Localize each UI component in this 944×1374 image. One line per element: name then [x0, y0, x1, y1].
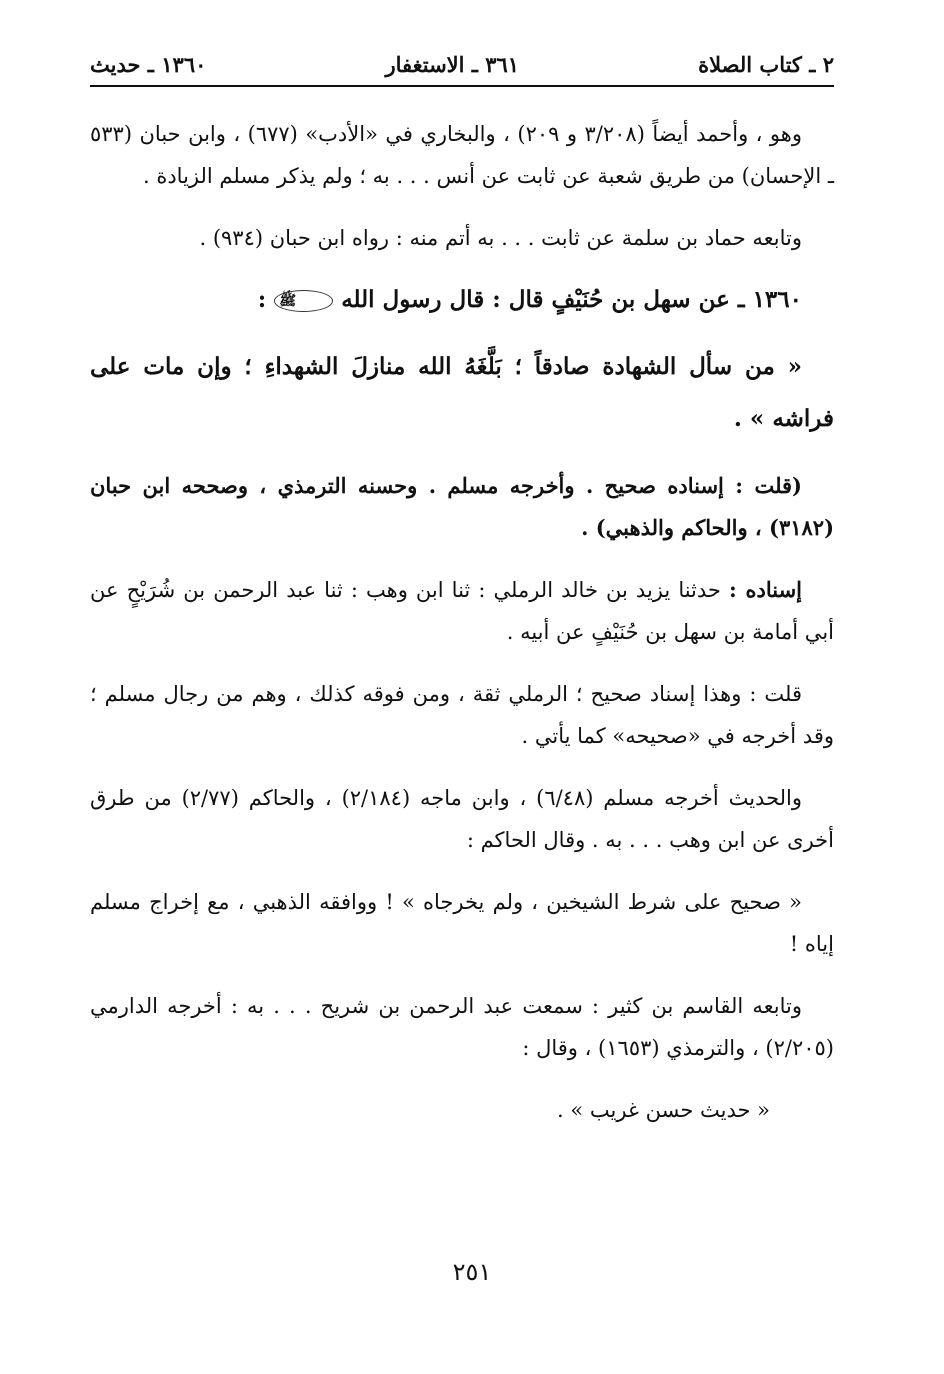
page-body [90, 113, 834, 1131]
salawat-symbol: ﷺ [274, 290, 333, 312]
hadith-heading-colon: : [257, 286, 267, 313]
paragraph-takhrij-2: وتابعه حماد بن سلمة عن ثابت . . . به أتم منه : رواه ابن حبان (٩٣٤) . [199, 226, 802, 250]
paragraph-takhrij-4: وتابعه القاسم بن كثير : سمعت عبد الرحمن بن شريح . . . به : أخرجه الدارمي (٢/٢٠٥) ، والترمذي (١٦٥٣) ، وقال : [90, 994, 834, 1060]
hadith-heading [90, 279, 834, 321]
header-section: ٣٦١ ـ الاستغفار [385, 52, 520, 77]
paragraph-isnad [90, 569, 834, 653]
paragraph-grading: (قلت : إسناده صحيح . وأخرجه مسلم . وحسنه الترمذي ، وصححه ابن حبان (٣١٨٢) ، والحاكم والذهبي) . [90, 473, 834, 540]
paragraph-quote-hakim: « صحيح على شرط الشيخين ، ولم يخرجاه » ! ووافقه الذهبي ، مع إخراج مسلم إياه ! [90, 890, 834, 956]
hadith-heading-text: ١٣٦٠ ـ عن سهل بن حُنَيْفٍ قال : قال رسول الله [341, 286, 802, 313]
book-page [90, 52, 834, 1151]
paragraph-takhrij-1: وهو ، وأحمد أيضاً (٣/٢٠٨ و ٢٠٩) ، والبخاري في «الأدب» (٦٧٧) ، وابن حبان (٥٣٣ ـ الإحسان) من طريق شعبة عن ثابت عن أنس . . . به ؛ ولم يذكر مسلم الزيادة . [90, 122, 834, 188]
isnad-text: حدثنا يزيد بن خالد الرملي : ثنا ابن وهب : ثنا عبد الرحمن بن شُرَيْحٍ عن أبي أمامة بن سهل بن حُنَيْفٍ عن أبيه . [90, 578, 834, 644]
hadith-matn: « من سأل الشهادة صادقاً ؛ بَلَّغَهُ الله منازلَ الشهداءِ ؛ وإن مات على فراشه » . [90, 353, 834, 432]
isnad-label: إسناده : [729, 577, 802, 602]
header-hadith-number: ١٣٦٠ ـ حديث [90, 52, 207, 77]
paragraph-quote-tirmidhi: « حديث حسن غريب » . [557, 1098, 770, 1122]
paragraph-comment: قلت : وهذا إسناد صحيح ؛ الرملي ثقة ، ومن فوقه كذلك ، وهم من رجال مسلم ؛ وقد أخرجه في «صحيحه» كما يأتي . [90, 682, 834, 748]
header-chapter: ٢ ـ كتاب الصلاة [698, 52, 834, 77]
running-header [90, 52, 834, 87]
page-number: ٢٥١ [452, 1258, 492, 1286]
paragraph-takhrij-3: والحديث أخرجه مسلم (٦/٤٨) ، وابن ماجه (٢/١٨٤) ، والحاكم (٢/٧٧) من طرق أخرى عن ابن وهب . . . به . وقال الحاكم : [90, 786, 834, 852]
